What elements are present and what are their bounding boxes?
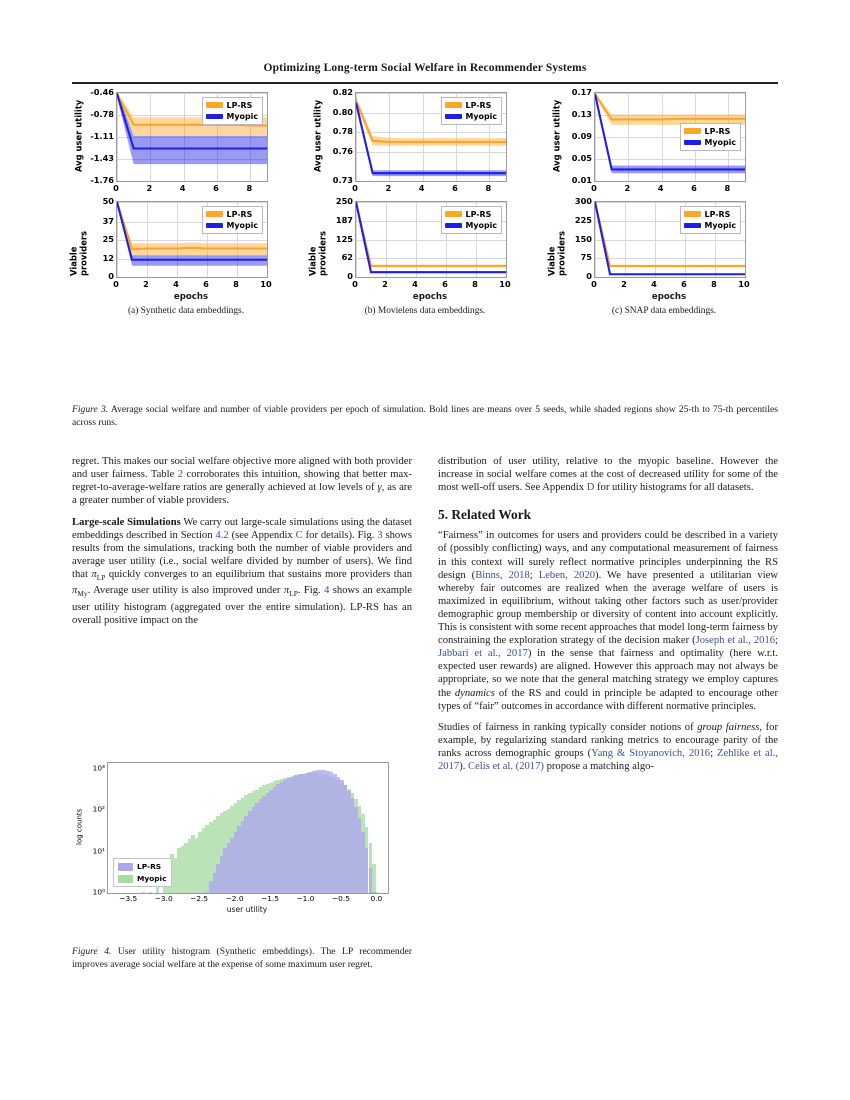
y-tick-label: -1.11 (90, 131, 114, 141)
emphasis-group-fairness: group fairness (697, 722, 760, 734)
x-tick-label: 0 (591, 183, 597, 193)
x-tick-label: 8 (233, 279, 239, 289)
chart-synthetic-utility (72, 87, 300, 195)
x-tick-label: −1.5 (261, 894, 280, 903)
chart-movielens-providers (307, 196, 539, 302)
legend-entry-myopic (445, 112, 497, 121)
y-tick-label: 12 (102, 253, 114, 263)
citation-jabbari-2017[interactable]: Jabbari et al., 2017 (438, 648, 528, 660)
x-axis-ticks (113, 278, 272, 291)
panel-movielens-providers (307, 196, 539, 302)
citation-celis-2017[interactable]: Celis et al. (2017) (468, 761, 544, 773)
legend-label-myopic: Myopic (465, 112, 497, 121)
y-tick-label: 0 (586, 271, 592, 281)
histogram-legend (113, 858, 172, 887)
plot-canvas (594, 201, 746, 278)
y-tick-label: 0.82 (332, 87, 353, 97)
legend-entry-myopic (684, 221, 736, 230)
text-run: ) in the sense that fairness and optimality (here w.r.t. expected user rewards) are aligned. However this approach may not always be appropriate, so we note that the general matching strategy we employ captures the (438, 648, 779, 699)
y-tick-label: 0.73 (332, 175, 353, 185)
pi-my-symbol: π (72, 585, 78, 597)
figure-3-row-bottom (68, 196, 778, 302)
x-tick-label: 2 (143, 279, 149, 289)
x-axis-label: epochs (173, 292, 209, 302)
legend-label-myopic: Myopic (704, 221, 736, 230)
plot-area (591, 92, 746, 195)
legend-label-myopic: Myopic (704, 138, 736, 147)
x-tick-label: 2 (621, 279, 627, 289)
y-tick-label: 300 (574, 196, 592, 206)
chart-snap-providers (546, 196, 778, 302)
plot-area (591, 201, 750, 302)
x-tick-label: 6 (681, 279, 687, 289)
text-run: ; (710, 748, 718, 760)
y-axis-ticks (324, 87, 355, 185)
x-tick-label: 4 (657, 183, 664, 193)
legend-entry-lprs (684, 210, 736, 219)
legend-swatch-myopic (118, 875, 133, 883)
x-tick-label: 2 (382, 279, 388, 289)
y-tick-label: 0.01 (571, 175, 592, 185)
y-tick-label: -0.46 (90, 87, 114, 97)
legend-label-lprs: LP-RS (226, 100, 253, 110)
legend-entry-lprs (206, 210, 258, 219)
running-header (72, 62, 778, 74)
chart-movielens-utility (311, 87, 539, 195)
chart-snap-utility (550, 87, 778, 195)
text-run: ). (459, 761, 469, 773)
y-tick-label: 187 (335, 214, 353, 225)
x-axis-label: epochs (412, 292, 448, 302)
paragraph-heading: Large-scale Simulations (72, 516, 181, 528)
text-run: . Average user utility is also improved under (87, 585, 284, 597)
figure-3-row-top (72, 87, 778, 195)
y-tick-label: -1.76 (90, 175, 114, 185)
citation-joseph-2016[interactable]: Joseph et al., 2016 (695, 635, 776, 647)
chart-legend (441, 206, 502, 234)
plot-canvas (355, 92, 507, 182)
x-axis-ticks (352, 278, 511, 291)
plot-canvas (355, 201, 507, 278)
legend-swatch-myopic (684, 223, 701, 229)
histogram-plot-area (107, 762, 389, 914)
text-run: ; (775, 635, 778, 647)
legend-swatch-lprs (684, 128, 701, 134)
legend-entry-myopic (206, 221, 258, 230)
section-heading-related-work: 5. Related Work (438, 507, 532, 523)
chart-legend (441, 97, 502, 125)
x-tick-label: 6 (442, 279, 448, 289)
legend-swatch-myopic (206, 223, 223, 229)
y-tick-label: 0.78 (332, 126, 353, 137)
paragraph-fairness (438, 529, 778, 712)
y-axis-ticks (85, 87, 116, 185)
pi-lp-subscript-2: LP (289, 589, 298, 599)
citation-leben-2020[interactable]: Leben, 2020 (538, 569, 596, 581)
histogram-bar (142, 892, 146, 893)
text-run: . Fig. (297, 585, 325, 597)
table-2-reference[interactable]: 2 (177, 469, 184, 481)
y-axis-ticks (563, 196, 594, 281)
figure-4-caption (72, 946, 412, 971)
x-tick-label: 6 (691, 183, 697, 193)
x-tick-label: −2.5 (190, 894, 209, 903)
panel-movielens-utility (311, 87, 539, 195)
x-tick-label: 0 (352, 183, 358, 193)
panel-synthetic-providers (68, 196, 300, 302)
gridline-vertical (745, 202, 746, 277)
appendix-d-reference[interactable]: D (586, 482, 595, 494)
text-run: , as are a greater number of viable providers. (72, 482, 413, 507)
figure-3-reference[interactable]: 3 (377, 529, 383, 541)
legend-entry-lprs (445, 101, 497, 110)
text-run: “Fairness” in outcomes for users and providers could be described in a variety of (possibly conflicting) ways, and any computational measurement of fairness in this context will surely reflect normative principles underpinning the RS design ( (438, 530, 778, 581)
panel-snap-utility (550, 87, 778, 195)
y-tick-label: 0.09 (571, 131, 592, 141)
pi-lp-subscript: LP (96, 573, 106, 583)
legend-entry-lprs (206, 101, 258, 110)
text-run: We carry out large-scale simulations using the dataset embeddings described in Section (72, 516, 412, 541)
appendix-c-reference[interactable]: C (295, 529, 303, 541)
text-run: regret. This makes our social welfare objective more aligned with both provider and user fairness. Table (72, 456, 412, 481)
citation-binns-2018[interactable]: Binns, 2018 (475, 569, 530, 581)
plot-canvas (594, 92, 746, 182)
x-tick-label: 8 (711, 279, 717, 289)
y-tick-label: 250 (335, 196, 353, 206)
x-tick-label: 8 (724, 183, 731, 193)
body-column-right (438, 455, 778, 782)
paragraph-large-scale-simulations (72, 516, 412, 627)
plot-area (113, 92, 268, 195)
legend-entry-lprs (445, 210, 497, 219)
legend-swatch-myopic (445, 223, 462, 229)
legend-label-myopic: Myopic (226, 221, 258, 230)
figure-4-reference[interactable]: 4 (324, 585, 330, 597)
x-tick-label: 8 (485, 183, 492, 193)
y-tick-label: 0 (108, 271, 114, 281)
plot-canvas (116, 201, 268, 278)
subcaption-b: (b) Movielens data embeddings. (364, 306, 486, 316)
y-tick-label: 25 (102, 233, 114, 244)
x-tick-label: −1.0 (296, 894, 315, 903)
text-run: Studies of fairness in ranking typically consider notions of (438, 722, 698, 734)
y-axis-label: log counts (75, 808, 84, 846)
text-run: for details). Fig. (302, 529, 378, 541)
y-axis-label: Avg user utility (312, 99, 323, 173)
legend-label-lprs: LP-RS (704, 126, 731, 136)
gridline-vertical (267, 202, 268, 277)
body-column-left (72, 455, 412, 635)
plot-area (352, 92, 507, 195)
y-tick-label: 0.05 (571, 153, 592, 163)
y-tick-label: -0.78 (90, 108, 114, 119)
x-tick-label: 4 (418, 183, 425, 193)
x-axis-ticks (591, 182, 744, 195)
legend-label-myopic: Myopic (226, 112, 258, 121)
legend-swatch-myopic (684, 140, 701, 146)
x-axis-label: user utility (226, 905, 268, 914)
x-axis-label: epochs (651, 292, 687, 302)
pi-my-subscript: My (77, 589, 88, 599)
text-run: propose a matching algo- (543, 761, 654, 773)
plot-area (352, 201, 511, 302)
y-tick-label: 150 (574, 233, 592, 244)
legend-swatch-lprs (206, 211, 223, 217)
citation-zehlike-2017[interactable]: Zehlike et al., 2017 (438, 748, 778, 773)
text-run: (see Appendix (228, 529, 296, 541)
y-tick-label: 37 (102, 215, 114, 226)
text-run: corroborates this intuition, showing that better max-regret-to-average-welfare ratios are generally achieved at low levels of (72, 469, 412, 494)
histogram-bar (372, 892, 376, 893)
plot-area (113, 201, 272, 302)
y-tick-label: 0 (347, 271, 353, 281)
x-tick-label: −3.5 (119, 894, 138, 903)
x-tick-label: 10 (499, 279, 511, 289)
chart-legend (202, 97, 263, 125)
legend-entry-myopic (206, 112, 258, 121)
legend-swatch-lprs (684, 211, 701, 217)
y-tick-label: 10¹ (92, 846, 105, 856)
y-axis-label: Viable providers (307, 231, 328, 276)
x-tick-label: 2 (624, 183, 631, 193)
y-tick-label: 10⁰ (92, 887, 105, 897)
x-tick-label: −3.0 (154, 894, 173, 903)
plot-canvas (116, 92, 268, 182)
x-tick-label: 4 (173, 279, 179, 289)
text-run: , for example, by regularizing standard ranking metrics to encourage parity of the ranks across demographic groups ( (438, 722, 778, 760)
y-axis-label: Avg user utility (73, 99, 84, 173)
legend-entry-myopic (118, 874, 166, 883)
text-run: shows results from the simulations, tracking both the number of viable providers and average user utility (i.e., social welfare divided by number of users). We find that (72, 529, 412, 581)
histogram-bar (369, 868, 373, 893)
x-axis-ticks (591, 278, 750, 291)
section-4-2-reference[interactable]: 4.2 (215, 529, 229, 541)
x-tick-label: 4 (651, 279, 657, 289)
text-run: quickly converges to an equilibrium that sustains more providers than (105, 569, 412, 581)
figure-3-subcaptions (72, 306, 778, 316)
paragraph-ranking-fairness (438, 721, 778, 773)
y-tick-label: 10² (92, 804, 105, 814)
pi-lp-symbol-2: π (283, 585, 290, 597)
chart-user-utility-histogram (74, 762, 414, 914)
x-tick-label: 0 (113, 183, 119, 193)
y-axis-ticks (85, 196, 116, 281)
subcaption-c: (c) SNAP data embeddings. (611, 306, 717, 316)
legend-entry-myopic (684, 138, 736, 147)
x-tick-label: 6 (452, 183, 458, 193)
legend-swatch-lprs (206, 102, 223, 108)
legend-swatch-myopic (206, 114, 223, 120)
text-run: ). We have presented a utilitarian view whereby fair outcomes are realized when the average welfare of users is maximized in equilibrium, without taking other factors such as user/provider demographic group membership or diversity of content into account explicitly. This is consistent with some recent approaches that model long-term fairness by constraining the exploration strategy of the decision maker ( (438, 569, 778, 647)
chart-legend (680, 123, 741, 151)
panel-synthetic-utility (72, 87, 300, 195)
legend-entry-lprs (684, 127, 736, 136)
x-tick-label: −2.0 (225, 894, 244, 903)
x-tick-label: 4 (179, 183, 186, 193)
figure-3-caption (72, 404, 778, 429)
text-run: distribution of user utility, relative to the myopic baseline. However the increase in social welfare comes at the cost of decreased utility for some of the most well-off users. See Appendix (438, 456, 778, 494)
x-tick-label: 0 (352, 279, 358, 289)
histogram-bar (149, 892, 153, 893)
x-tick-label: 2 (385, 183, 392, 193)
y-tick-label: 62 (341, 252, 353, 263)
figure-4 (74, 762, 414, 914)
citation-yang-stoyanovich-2016[interactable]: Yang & Stoyanovich, 2016 (591, 748, 711, 760)
emphasis-dynamics: dynamics (454, 687, 495, 699)
legend-label-lprs: LP-RS (465, 209, 492, 219)
x-axis-ticks (352, 182, 505, 195)
header-divider (72, 82, 778, 84)
x-axis-ticks (107, 894, 387, 905)
panel-snap-providers (546, 196, 778, 302)
subcaption-a: (a) Synthetic data embeddings. (127, 306, 245, 316)
x-tick-label: 6 (213, 183, 219, 193)
legend-entry-lprs (118, 862, 166, 871)
text-run: shows an example user utility histogram (aggregated over the entire simulation). LP-RS has an overall positive impact on the (72, 585, 412, 626)
y-axis-ticks (85, 762, 107, 897)
x-tick-label: 0.0 (370, 894, 383, 903)
x-tick-label: 4 (412, 279, 418, 289)
x-tick-label: 10 (738, 279, 750, 289)
text-run: ; (529, 569, 539, 581)
x-axis-ticks (113, 182, 266, 195)
y-tick-label: 0.13 (571, 109, 592, 119)
x-tick-label: 8 (472, 279, 478, 289)
x-tick-label: 0 (113, 279, 119, 289)
x-tick-label: 0 (591, 279, 597, 289)
figure-3-caption-label: Figure 3. (72, 404, 109, 415)
x-tick-label: 2 (146, 183, 153, 193)
x-tick-label: 6 (203, 279, 209, 289)
legend-swatch-lprs (118, 863, 133, 871)
page-title: Optimizing Long-term Social Welfare in Recommender Systems (263, 62, 587, 74)
figure-4-caption-text: User utility histogram (Synthetic embeddings). The LP recommender improves average social welfare at the expense of some maximum user regret. (72, 946, 412, 970)
legend-label-lprs: LP-RS (226, 209, 253, 219)
y-tick-label: 0.76 (332, 145, 353, 156)
x-tick-label: 8 (246, 183, 253, 193)
paragraph-distribution (438, 455, 778, 494)
y-tick-label: 225 (574, 214, 592, 225)
text-run: for utility histograms for all datasets. (594, 482, 754, 494)
legend-label-myopic: Myopic (137, 874, 167, 883)
y-tick-label: -1.43 (90, 152, 114, 163)
figure-3-caption-text: Average social welfare and number of viable providers per epoch of simulation. Bold lines are means over 5 seeds, while shaded regions show 25-th to 75-th percentiles across runs. (72, 404, 778, 428)
y-axis-label: Avg user utility (551, 99, 562, 173)
x-tick-label: −0.5 (331, 894, 350, 903)
legend-label-lprs: LP-RS (704, 209, 731, 219)
text-run: of the RS and could in principle be adapted to encourage other types of “fair” outcomes in accordance with different normative principles. (438, 687, 778, 712)
y-tick-label: 75 (580, 252, 592, 263)
y-axis-label: Viable providers (68, 231, 89, 276)
chart-synthetic-providers (68, 196, 300, 302)
legend-swatch-lprs (445, 211, 462, 217)
legend-label-lprs: LP-RS (137, 862, 162, 871)
pi-lp-symbol: π (91, 569, 97, 581)
paragraph-regret (72, 455, 412, 507)
y-tick-label: 0.17 (571, 87, 592, 97)
legend-entry-myopic (445, 221, 497, 230)
histogram-bar (372, 864, 376, 893)
y-tick-label: 125 (335, 233, 353, 244)
gamma-symbol: γ (377, 482, 382, 494)
y-axis-ticks (324, 196, 355, 281)
legend-swatch-myopic (445, 114, 462, 120)
y-axis-label: Viable providers (546, 231, 567, 276)
legend-swatch-lprs (445, 102, 462, 108)
chart-legend (202, 206, 263, 234)
legend-label-myopic: Myopic (465, 221, 497, 230)
gridline-vertical (506, 202, 507, 277)
legend-label-lprs: LP-RS (465, 100, 492, 110)
histogram-canvas (107, 762, 389, 894)
y-tick-label: 10³ (92, 763, 105, 773)
y-axis-ticks (563, 87, 594, 185)
x-tick-label: 10 (260, 279, 272, 289)
y-tick-label: 0.80 (332, 106, 353, 117)
figure-4-caption-label: Figure 4. (72, 946, 112, 957)
y-tick-label: 50 (102, 196, 114, 206)
chart-legend (680, 206, 741, 234)
figure-3 (68, 87, 778, 316)
